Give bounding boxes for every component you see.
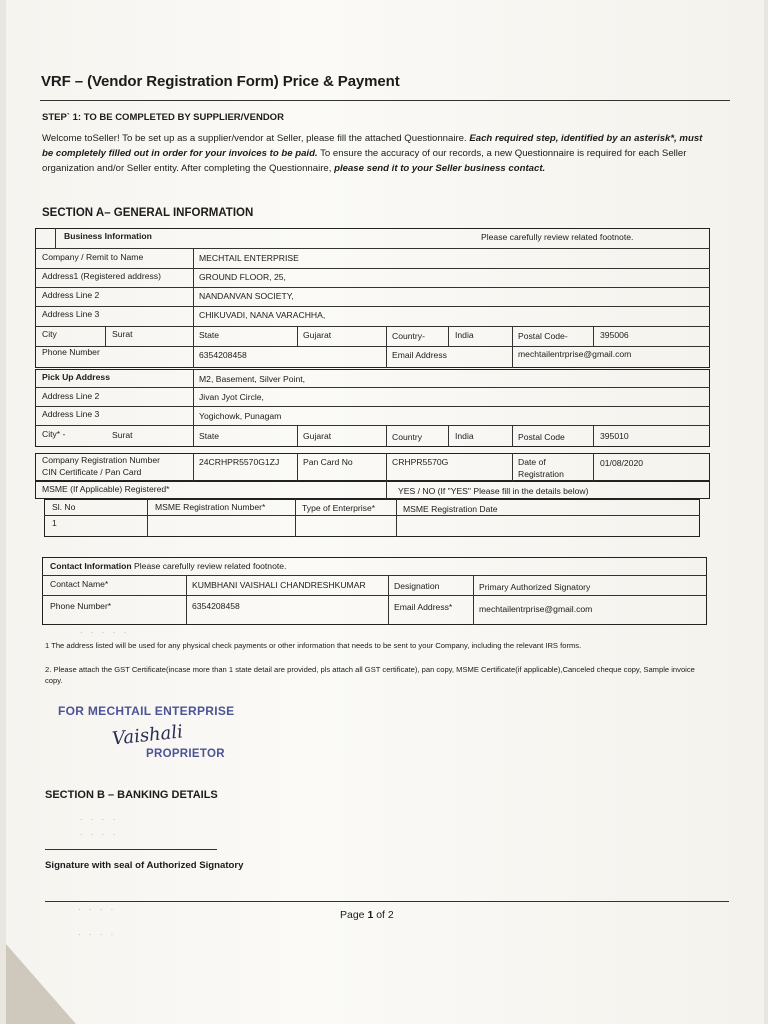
country-value[interactable]: India — [455, 330, 474, 340]
scan-speckle: · · · · — [80, 830, 119, 839]
msme-row1-sl: 1 — [52, 518, 57, 528]
postal-value[interactable]: 395006 — [600, 330, 629, 340]
contact-name-label: Contact Name* — [50, 579, 109, 589]
pickup-line2-label: Address Line 2 — [42, 391, 100, 401]
designation-value[interactable]: Primary Authorized Signatory — [479, 582, 591, 592]
page-word: Page — [340, 909, 365, 921]
date-label-2: Registration — [518, 469, 564, 479]
company-label: Company / Remit to Name — [42, 252, 144, 262]
pickup-state-value[interactable]: Gujarat — [303, 431, 332, 441]
address3-value[interactable]: CHIKUVADI, NANA VARACHHA, — [199, 310, 326, 320]
page-indicator — [340, 909, 394, 921]
pickup-country-label: Country — [392, 432, 423, 442]
footnote-2: 2. Please attach the GST Certificate(incase more than 1 state detail are provided, pls attach all GST certificate), pan copy, MSME Certificate(if applicable),Canceled cheque copy, Sample invoice copy. — [45, 665, 695, 685]
msme-col-number: MSME Registration Number* — [155, 502, 266, 512]
scan-speckle: · · · · — [78, 905, 117, 914]
email-label: Email Address — [392, 350, 447, 360]
contact-header — [50, 561, 286, 572]
crn-label: Company Registration Number — [42, 455, 160, 465]
scan-speckle: · · · · · — [80, 628, 130, 637]
business-info-table — [35, 228, 710, 368]
address1-value[interactable]: GROUND FLOOR, 25, — [199, 272, 286, 282]
crn-value[interactable]: 24CRHPR5570G1ZJ — [199, 457, 280, 467]
phone-value[interactable]: 6354208458 — [199, 350, 247, 360]
scan-speckle: · · · · — [80, 815, 119, 824]
footnote-1: 1 The address listed will be used for any physical check payments or other information that needs to be sent to your Company, including the relevant IRS forms. — [45, 641, 582, 650]
intro-text-4: please send it to your Seller business contact. — [334, 163, 546, 174]
pickup-city-value[interactable]: Surat — [112, 430, 133, 440]
intro-text-1: Welcome toSeller! To be set up as a supplier/vendor at Seller, please fill the attached Questionnaire. — [42, 133, 467, 144]
city-label: City — [42, 329, 57, 339]
date-label-1: Date of — [518, 457, 546, 467]
form-title: VRF – (Vendor Registration Form) Price & Payment — [41, 73, 400, 90]
email-value[interactable]: mechtailentrprise@gmail.com — [518, 349, 632, 359]
intro-text-2: Each required step, identified by an asterisk*, must be completely filled out in order for your invoices to be paid. — [42, 133, 703, 159]
stamp-proprietor: PROPRIETOR — [146, 748, 225, 760]
contact-header-label: Contact Information — [50, 561, 132, 571]
postal-label: Postal Code- — [518, 331, 568, 341]
contact-email-value[interactable]: mechtailentrprise@gmail.com — [479, 604, 593, 614]
page-total: 2 — [387, 909, 394, 921]
pickup-line3-value[interactable]: Yogichowk, Punagam — [199, 411, 282, 421]
phone-label: Phone Number — [42, 347, 100, 357]
pickup-postal-label: Postal Code — [518, 432, 565, 442]
pickup-city-label: City* - — [42, 429, 66, 439]
title-rule — [40, 100, 730, 101]
page-current: 1 — [367, 909, 374, 921]
pickup-address-value[interactable]: M2, Basement, Silver Point, — [199, 374, 306, 384]
msme-col-date: MSME Registration Date — [403, 504, 498, 514]
handwritten-signature: Vaishali — [111, 721, 184, 750]
business-info-label: Business Information — [64, 231, 152, 241]
intro-paragraph — [42, 131, 706, 176]
pickup-country-value[interactable]: India — [455, 431, 474, 441]
section-b-heading: SECTION B – BANKING DETAILS — [45, 789, 218, 801]
pan-label: Pan Card No — [303, 457, 353, 467]
contact-name-value[interactable]: KUMBHANI VAISHALI CHANDRESHKUMAR — [192, 580, 366, 590]
city-value[interactable]: Surat — [112, 329, 133, 339]
pickup-postal-value[interactable]: 395010 — [600, 431, 629, 441]
contact-email-label: Email Address* — [394, 602, 453, 612]
state-label: State — [199, 330, 220, 340]
country-label: Country- — [392, 331, 425, 341]
signature-label: Signature with seal of Authorized Signatory — [45, 860, 244, 871]
contact-phone-value[interactable]: 6354208458 — [192, 601, 240, 611]
cin-label: CIN Certificate / Pan Card — [42, 467, 142, 477]
pickup-line2-value[interactable]: Jivan Jyot Circle, — [199, 392, 264, 402]
state-value[interactable]: Gujarat — [303, 330, 332, 340]
msme-col-sl: Sl. No — [52, 502, 76, 512]
page-fold — [6, 944, 76, 1024]
msme-label: MSME (If Applicable) Registered* — [42, 484, 170, 494]
signature-line — [45, 849, 217, 850]
pickup-address-label: Pick Up Address — [42, 372, 110, 382]
address1-label: Address1 (Registered address) — [42, 271, 161, 281]
msme-yes-no[interactable]: YES / NO (If "YES" Please fill in the details below) — [398, 486, 589, 496]
review-note: Please carefully review related footnote. — [481, 232, 634, 242]
designation-label: Designation — [394, 581, 440, 591]
footer-rule — [45, 901, 729, 902]
pan-value[interactable]: CRHPR5570G — [392, 457, 449, 467]
company-value[interactable]: MECHTAIL ENTERPRISE — [199, 253, 299, 263]
address2-value[interactable]: NANDANVAN SOCIETY, — [199, 291, 294, 301]
section-a-heading: SECTION A– GENERAL INFORMATION — [42, 207, 254, 219]
pickup-state-label: State — [199, 431, 220, 441]
step-label: STEP` 1: TO BE COMPLETED BY SUPPLIER/VENDOR — [42, 112, 284, 123]
stamp-company: FOR MECHTAIL ENTERPRISE — [58, 704, 235, 718]
address2-label: Address Line 2 — [42, 290, 100, 300]
address3-label: Address Line 3 — [42, 309, 100, 319]
date-value[interactable]: 01/08/2020 — [600, 458, 644, 468]
contact-header-note: Please carefully review related footnote. — [134, 561, 287, 571]
scan-speckle: · · · · — [78, 930, 117, 939]
page-of: of — [376, 909, 385, 921]
pickup-line3-label: Address Line 3 — [42, 409, 100, 419]
msme-col-type: Type of Enterprise* — [302, 503, 376, 513]
contact-phone-label: Phone Number* — [50, 601, 112, 611]
intro-text-3: To ensure the accuracy of our records, a new Questionnaire is required for each Seller organization and/or Seller entity. After completing the Questionnaire, — [42, 148, 687, 174]
